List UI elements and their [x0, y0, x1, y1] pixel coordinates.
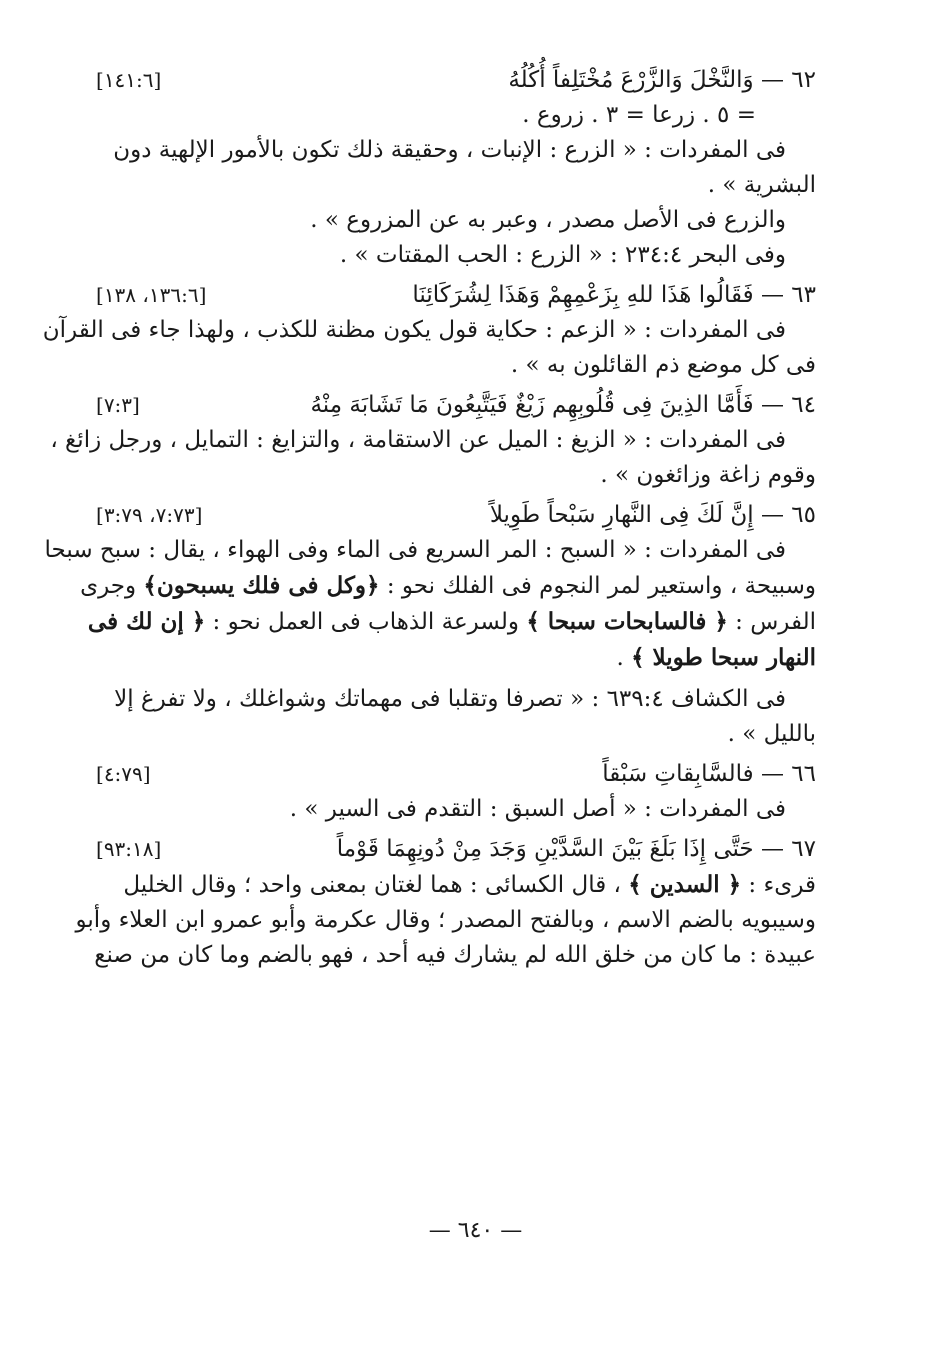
- text-segment: ولسرعة الذهاب فى العمل نحو :: [205, 609, 527, 635]
- text-line: فى المفردات : « الزيغ : الميل عن الاستقامة ، والتزايغ : التمايل ، ورجل زائغ ،: [50, 427, 786, 453]
- verse-reference: [٤:٧٩]: [96, 762, 151, 786]
- quran-quote: ﴿ فالسابحات سبحا ﴾: [526, 608, 728, 635]
- verse-text: ٦٧ — حَتَّى إِذَا بَلَغَ بَيْنَ السَّدَّيْنِ وَجَدَ مِنْ دُونِهِمَا قَوْماً: [336, 836, 816, 862]
- verse-reference: [١٤١:٦]: [96, 68, 162, 92]
- text-line: [96, 640, 816, 676]
- text-segment: وجرى: [80, 573, 144, 599]
- verse-reference: [٧:٣]: [96, 393, 140, 417]
- text-segment: الفرس :: [727, 609, 816, 635]
- text-line: = ٥ . زرعا = ٣ . زروع .: [522, 102, 756, 128]
- text-line: وفى البحر ٢٣٤:٤ : « الزرع : الحب المقتات » .: [339, 242, 786, 268]
- verse-text: ٦٢ — وَالنَّخْلَ وَالزَّرْعَ مُخْتَلِفاً أُكُلُهُ: [508, 67, 816, 93]
- quran-quote: ﴿وكل فى فلك يسبحون﴾: [143, 572, 380, 599]
- verse-63: [96, 277, 816, 313]
- text-segment: ، قال الكسائى : هما لغتان بمعنى واحد ؛ وقال الخليل: [123, 872, 629, 898]
- text-line: والزرع فى الأصل مصدر ، وعبر به عن المزروع » .: [310, 207, 786, 233]
- text-line: [96, 867, 816, 903]
- text-line: فى كل موضع ذم القائلون به » .: [510, 352, 816, 378]
- verse-reference: [١٣٦:٦، ١٣٨]: [96, 283, 207, 307]
- quran-quote: النهار سبحا طويلا ﴾: [631, 644, 816, 671]
- text-line: وسيبويه بالضم الاسم ، وبالفتح المصدر ؛ وقال عكرمة وأبو عمرو ابن العلاء وأبو: [75, 907, 816, 933]
- text-line: فى المفردات : « السبح : المر السريع فى الماء وفى الهواء ، يقال : سبح سبحا: [44, 537, 786, 563]
- verse-reference: [٩٣:١٨]: [96, 837, 162, 861]
- verse-65: [96, 497, 816, 533]
- verse-text: ٦٣ — فَقَالُوا هَذَا للهِ بِزَعْمِهِمْ وَهَذَا لِشُرَكَائِنَا: [412, 282, 816, 308]
- verse-text: ٦٦ — فالسَّابِقاتِ سَبْقاً: [602, 761, 816, 787]
- verse-62: [96, 62, 816, 98]
- page-number: — ٦٤٠ —: [428, 1218, 523, 1243]
- text-line: عبيدة : ما كان من خلق الله لم يشارك فيه أحد ، فهو بالضم وما كان من صنع: [94, 942, 816, 968]
- verse-text: ٦٥ — إِنَّ لَكَ فِى النَّهارِ سَبْحاً طَوِيلاً: [489, 502, 816, 528]
- text-line: فى المفردات : « الزرع : الإنبات ، وحقيقة ذلك تكون بالأمور الإلهية دون: [113, 137, 786, 163]
- text-line: [87, 604, 816, 640]
- verse-67: [96, 831, 816, 867]
- text-line: وقوم زاغة وزائغون » .: [600, 462, 816, 488]
- verse-reference: [٧:٧٣، ٣:٧٩]: [96, 503, 203, 527]
- text-segment: قرىء :: [741, 872, 816, 898]
- text-line: فى المفردات : « الزعم : حكاية قول يكون مظنة للكذب ، ولهذا جاء فى القرآن: [42, 317, 786, 343]
- text-line: فى المفردات : « أصل السبق : التقدم فى السير » .: [289, 796, 786, 822]
- text-line: [80, 568, 816, 604]
- text-segment: .: [616, 645, 632, 671]
- quran-quote: ﴿ السدين ﴾: [628, 871, 742, 898]
- quran-quote: ﴿ إن لك فى: [87, 608, 206, 635]
- verse-64: [96, 387, 816, 423]
- text-line: فى الكشاف ٦٣٩:٤ : « تصرفا وتقلبا فى مهماتك وشواغلك ، ولا تفرغ إلا: [114, 686, 786, 712]
- text-line: البشرية » .: [707, 172, 816, 198]
- text-segment: وسبيحة ، واستعير لمر النجوم فى الفلك نحو :: [379, 573, 816, 599]
- text-line: بالليل » .: [727, 721, 816, 747]
- verse-text: ٦٤ — فَأَمَّا الذِينَ فِى قُلُوبِهِم زَيْغٌ فَيَتَّبِعُونَ مَا تَشَابَهَ مِنْهُ: [310, 392, 816, 418]
- verse-66: [96, 756, 816, 792]
